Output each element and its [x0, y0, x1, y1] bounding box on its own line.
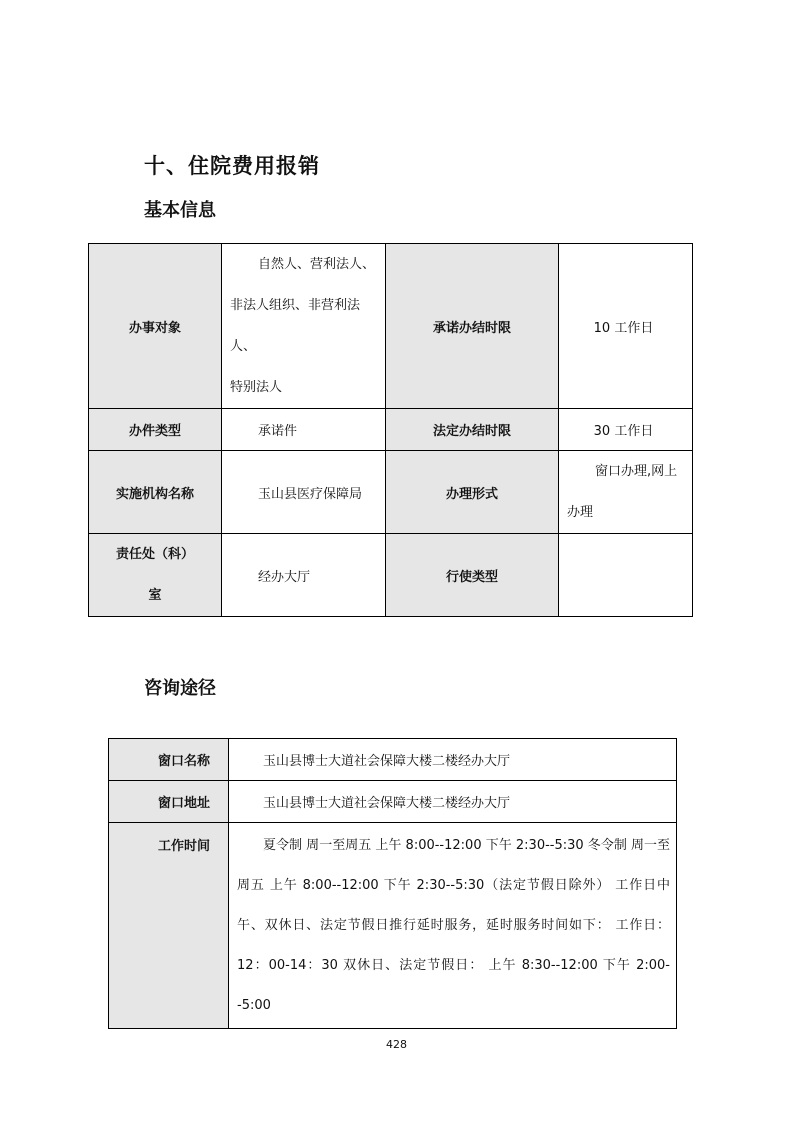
window-addr-label: 窗口地址	[109, 781, 229, 823]
form-value	[559, 451, 693, 534]
section-heading-consult: 咨询途径	[144, 678, 216, 699]
table-row	[89, 409, 693, 451]
legal-time-label: 法定办结时限	[386, 409, 559, 451]
window-name-value	[229, 739, 677, 781]
dept-label	[89, 534, 222, 617]
table-row	[89, 244, 693, 409]
window-addr-value	[229, 781, 677, 823]
dept-label-line2: 室	[148, 588, 162, 603]
form-label: 办理形式	[386, 451, 559, 534]
type-value-text: 承诺件	[258, 424, 298, 439]
window-name-text: 玉山县博士大道社会保障大楼二楼经办大厅	[263, 754, 511, 769]
table-row	[89, 451, 693, 534]
work-time-text: 夏令制 周一至周五 上午 8:00--12:00 下午 2:30--5:30 冬令制 周一至周五 上午 8:00--12:00 下午 2:30--5:30（法定节假日除外） 工作日中午、双休日、法定节假日推行延时服务，延时服务时间如下： 工作日：12：00-14：30 双休日、法定节假日： 上午 8:30--12:00 下午 2:00--5:00	[237, 838, 670, 1013]
legal-time-value: 30 工作日	[559, 409, 693, 451]
dept-label-line1: 责任处（科）	[115, 547, 194, 562]
table-row	[109, 781, 677, 823]
promised-time-value: 10 工作日	[559, 244, 693, 409]
consult-table	[108, 738, 677, 1029]
basic-info-table	[88, 243, 693, 617]
section-heading-basic-info: 基本信息	[144, 200, 216, 221]
object-label: 办事对象	[89, 244, 222, 409]
dept-value	[222, 534, 386, 617]
exercise-type-value	[559, 534, 693, 617]
window-name-label: 窗口名称	[109, 739, 229, 781]
exercise-type-label: 行使类型	[386, 534, 559, 617]
object-value-line2: 非法人组织、非营利法人、	[230, 298, 361, 354]
type-label: 办件类型	[89, 409, 222, 451]
object-value-line1: 自然人、营利法人、	[258, 257, 376, 272]
object-value-line3: 特别法人	[230, 380, 283, 395]
agency-value-text: 玉山县医疗保障局	[258, 486, 363, 502]
object-value	[222, 244, 386, 409]
promised-time-label: 承诺办结时限	[386, 244, 559, 409]
agency-label: 实施机构名称	[89, 451, 222, 534]
table-row	[89, 534, 693, 617]
agency-value	[222, 451, 386, 534]
dept-value-text: 经办大厅	[258, 569, 311, 585]
work-time-value	[229, 823, 677, 1029]
work-time-label: 工作时间	[109, 823, 229, 1029]
form-value-line1: 窗口办理,网上	[595, 464, 678, 479]
table-row	[109, 739, 677, 781]
form-value-line2: 办理	[567, 505, 594, 520]
table-row	[109, 823, 677, 1029]
page-number: 428	[386, 1038, 407, 1051]
window-addr-text: 玉山县博士大道社会保障大楼二楼经办大厅	[263, 796, 511, 811]
type-value	[222, 409, 386, 451]
page-title: 十、住院费用报销	[144, 154, 320, 178]
